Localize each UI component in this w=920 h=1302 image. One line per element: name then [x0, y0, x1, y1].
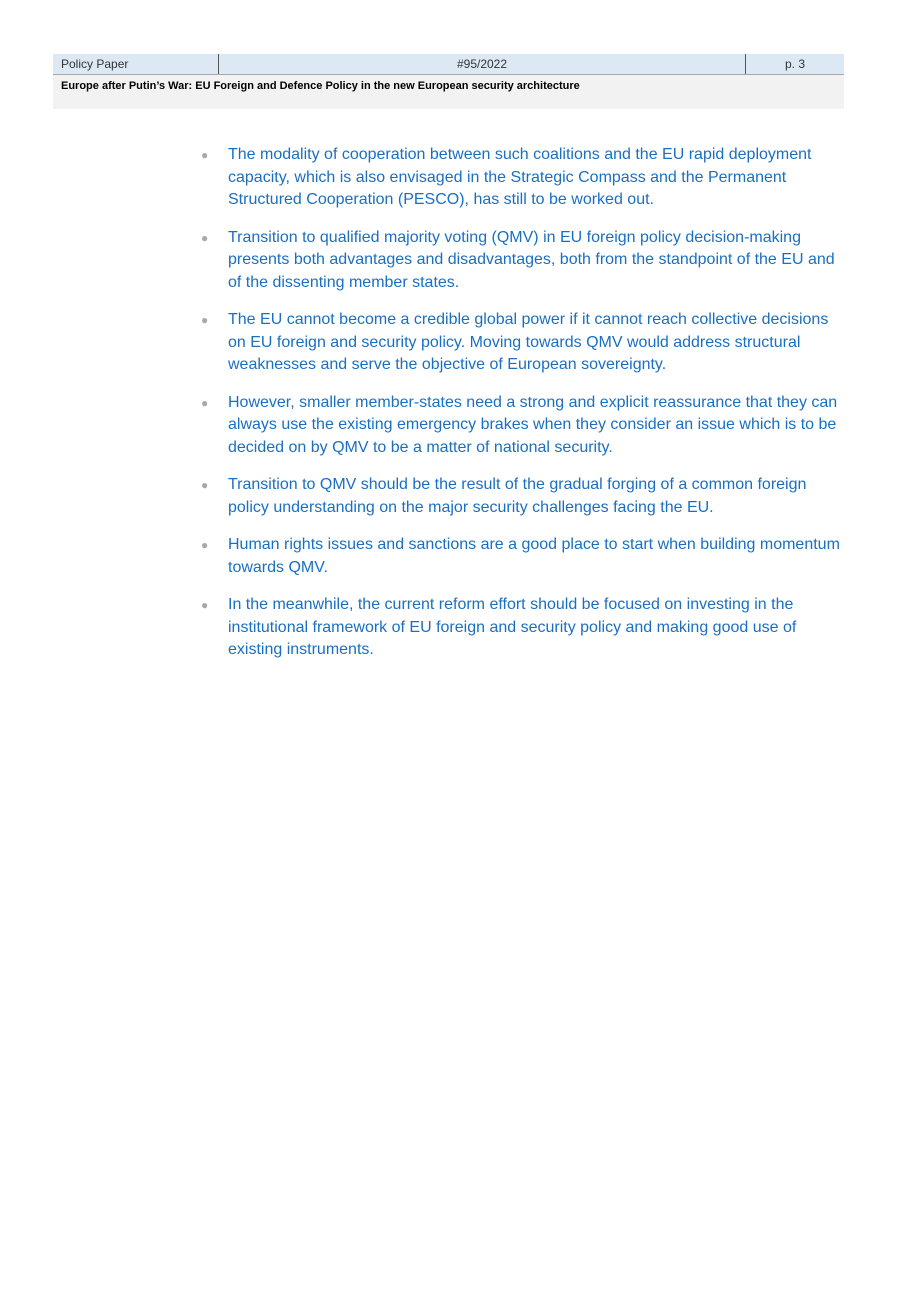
- list-item: [197, 309, 845, 377]
- bullet-icon: ●: [201, 538, 209, 552]
- list-item: [197, 227, 845, 295]
- bullet-text: The EU cannot become a credible global power if it cannot reach collective decisions on EU foreign and security policy. Moving towards QMV would address structural weaknesses and serve the objective of European sovereignty.: [228, 311, 829, 373]
- bullet-text: Transition to qualified majority voting (QMV) in EU foreign policy decision-making presents both advantages and disadvantages, both from the standpoint of the EU and of the dissenting member states.: [228, 228, 835, 291]
- bullet-text: Human rights issues and sanctions are a good place to start when building momentum towards QMV.: [228, 536, 840, 576]
- bullet-icon: ●: [201, 313, 209, 327]
- list-item: [197, 594, 845, 662]
- bullet-list: [197, 144, 845, 677]
- page-number: p. 3: [784, 57, 805, 71]
- bullet-icon: ●: [201, 395, 209, 410]
- bullet-icon: ●: [201, 148, 209, 162]
- document-number: #95/2022: [219, 54, 746, 74]
- bullet-text: Transition to QMV should be the result of the gradual forging of a common foreign policy understanding on the major security challenges facing the EU.: [228, 476, 807, 516]
- list-item: [197, 474, 845, 519]
- header-meta-row: [53, 54, 844, 75]
- page-header: [53, 54, 844, 109]
- bullet-text: However, smaller member-states need a strong and explicit reassurance that they can always use the existing emergency brakes when they consider an issue which is to be decided on by QMV to be a matter of national security.: [228, 393, 838, 456]
- bullet-icon: ●: [201, 598, 209, 612]
- list-item: [197, 392, 845, 460]
- list-item: [197, 144, 845, 212]
- document-title: Europe after Putin’s War: EU Foreign and Defence Policy in the new European security architecture: [61, 79, 580, 92]
- bullet-text: In the meanwhile, the current reform effort should be focused on investing in the institutional framework of EU foreign and security policy and making good use of existing instruments.: [228, 596, 797, 658]
- bullet-text: The modality of cooperation between such coalitions and the EU rapid deployment capacity, which is also envisaged in the Strategic Compass and the Permanent Structured Cooperation (PESCO), has still to be worked out.: [228, 146, 812, 208]
- bullet-icon: ●: [201, 478, 209, 492]
- list-item: [197, 534, 845, 579]
- document-type: Policy Paper: [53, 54, 219, 74]
- bullet-icon: ●: [201, 230, 209, 245]
